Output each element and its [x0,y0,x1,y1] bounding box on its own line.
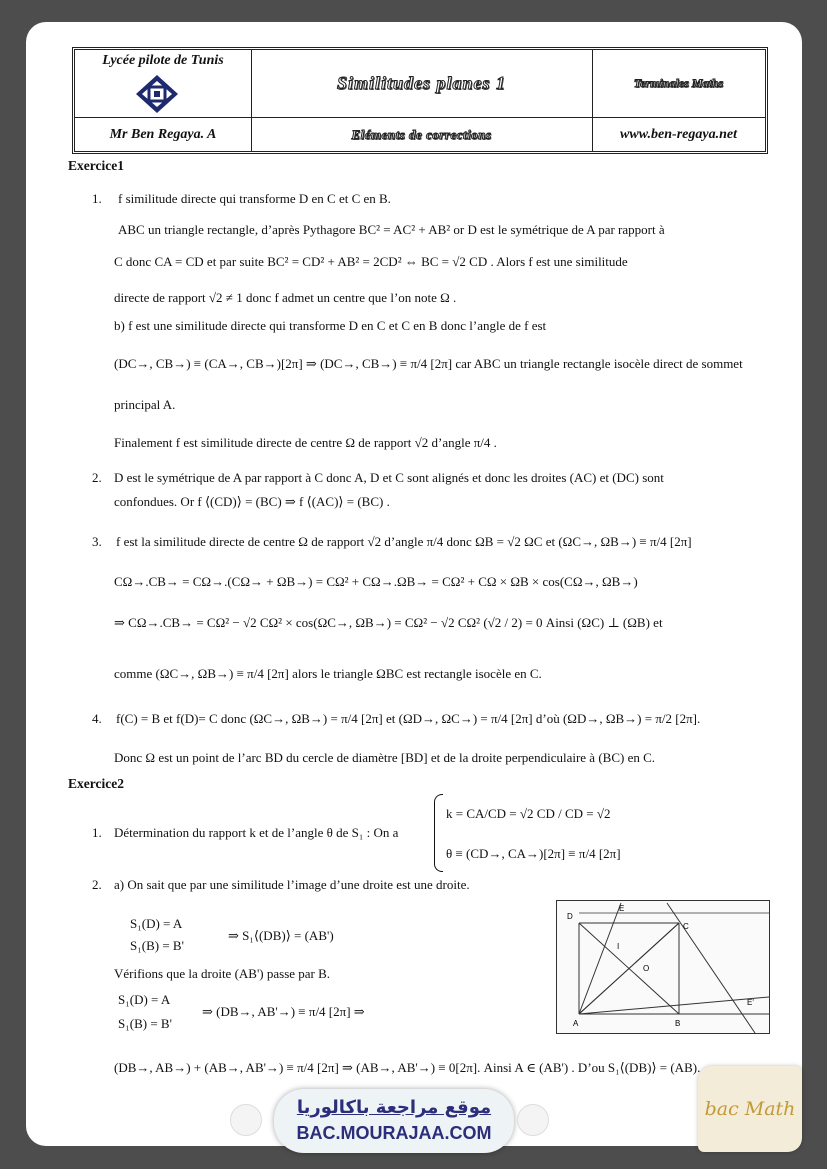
fig-label-B: B [675,1019,681,1028]
geometry-figure [556,900,770,1034]
ex1-item3-line1: f est la similitude directe de centre Ω de rapport √2 d’angle π/4 donc ΩB = √2 ΩC et (ΩC→, ΩB→) ≡ π/4 [2π] [116,534,692,549]
ex1-item4-line2: Donc Ω est un point de l’arc BD du cercle de diamètre [BD] et de la droite perpendiculaire à (BC) en C. [114,750,656,765]
site-arabic-name: موقع مراجعة باكالوريا [296,1097,492,1118]
ex2-system-brace [434,794,443,872]
author-name: Mr Ben Regaya. A [109,127,217,142]
ex1-item1-line3: C donc CA = CD et par suite BC² = CD² + AB² = 2CD² ⇔ BC = √2 CD . Alors f est une similitude [114,254,628,269]
site-url[interactable]: BAC.MOURAJAA.COM [296,1123,492,1143]
ex1-item1-line8: Finalement f est similitude directe de centre Ω de rapport √2 d’angle π/4 . [114,435,497,450]
fig-label-A: A [573,1019,579,1028]
fig-label-E: E [619,904,625,913]
ex1-item1-line2: ABC un triangle rectangle, d’après Pythagore BC² = AC² + AB² or D est le symétrique de A par rapport à [118,222,665,237]
ex2-item1-sys2: θ ≡ (CD→, CA→)[2π] ≡ π/4 [2π] [446,846,621,861]
ex2-item2-imp1: ⇒ S₁⟨(DB)⟩ = (AB') [228,928,334,943]
ex2-item2-sys2a: S₁(D) = A [118,992,171,1007]
ex2-item2-sys1a: S₁(D) = A [130,916,183,931]
ex2-item2-line3: (DB→, AB→) + (AB→, AB'→) ≡ π/4 [2π] ⇒ (AB→, AB'→) ≡ 0[2π]. Ainsi A ∈ (AB') . D’ou S₁⟨(DB)⟩ = (AB). [114,1060,701,1075]
ex1-item4-line1: f(C) = B et f(D)= C donc (ΩC→, ΩB→) = π/4 [2π] et (ΩD→, ΩC→) = π/4 [2π] d’où (ΩD→, ΩB→) = π/2 [2π]. [116,711,701,726]
ex1-item1-line4: directe de rapport √2 ≠ 1 donc f admet un centre que l’on note Ω . [114,290,457,305]
exercise2-title: Exercice2 [68,776,124,791]
ex1-item4-number: 4. [92,711,102,726]
fig-label-I: I [617,942,620,951]
ex2-item2-sys1b: S₁(B) = B' [130,938,184,953]
ex1-item3-line3: ⇒ CΩ→.CB→ = CΩ² − √2 CΩ² × cos(ΩC→, ΩB→) = CΩ² − √2 CΩ² (√2 / 2) = 0 Ainsi (ΩC) ⊥ (ΩB) et [114,615,663,630]
ex1-item1-line6: (DC→, CB→) ≡ (CA→, CB→)[2π] ⇒ (DC→, CB→) ≡ π/4 [2π] car ABC un triangle rectangle isocèle direct de sommet [114,356,743,371]
document-title: Similitudes planes 1 [336,73,507,93]
ex2-item2-number: 2. [92,877,102,892]
fig-label-C: C [683,922,689,931]
fig-label-D: D [567,912,573,921]
ex2-item1-sys1: k = CA/CD = √2 CD / CD = √2 [446,806,611,821]
ex2-item2-line1: a) On sait que par une similitude l’image d’une droite est une droite. [114,877,470,892]
fig-label-O: O [643,964,650,973]
school-logo [135,74,179,114]
ex2-item2-line2: Vérifions que la droite (AB') passe par B. [114,966,331,981]
left-book-logo-icon [230,1104,262,1136]
ex1-item2-line1: D est le symétrique de A par rapport à C donc A, D et C sont alignés et donc les droites (AC) et (DC) sont [114,470,664,485]
level-label: Terminales Maths [633,76,724,90]
site-banner[interactable] [274,1089,514,1153]
ex2-item2-imp2: ⇒ (DB→, AB'→) ≡ π/4 [2π] ⇒ [202,1004,365,1019]
bac-math-badge: bac Math [698,1066,802,1152]
header-table [72,47,768,154]
ex1-item2-number: 2. [92,470,102,485]
ex2-item1-number: 1. [92,825,102,840]
ex1-item3-line2: CΩ→.CB→ = CΩ→.(CΩ→ + ΩB→) = CΩ² + CΩ→.ΩB→ = CΩ² + CΩ × ΩB × cos(CΩ→, ΩB→) [114,574,638,589]
ex2-item1-line1: Détermination du rapport k et de l’angle θ de S₁ : On a [114,825,399,840]
ex1-item3-number: 3. [92,534,102,549]
fig-label-E-prime: E' [747,998,754,1007]
ex1-item2-line2: confondues. Or f ⟨(CD)⟩ = (BC) ⇒ f ⟨(AC)⟩ = (BC) . [114,494,390,509]
ex1-item3-line4: comme (ΩC→, ΩB→) ≡ π/4 [2π] alors le triangle ΩBC est rectangle isocèle en C. [114,666,542,681]
ex1-item1-number: 1. [92,191,102,206]
website-link[interactable]: www.ben-regaya.net [620,127,737,142]
ex1-item1-line5: b) f est une similitude directe qui transforme D en C et C en B donc l’angle de f est [114,318,547,333]
ex1-item1-line1: f similitude directe qui transforme D en C et C en B. [118,191,391,206]
right-book-logo-icon [517,1104,549,1136]
exercise1-title: Exercice1 [68,158,124,173]
school-name: Lycée pilote de Tunis [102,53,224,68]
ex2-item2-sys2b: S₁(B) = B' [118,1016,172,1031]
document-subtitle: Eléments de corrections [351,127,492,142]
ex1-item1-line7: principal A. [114,397,176,412]
